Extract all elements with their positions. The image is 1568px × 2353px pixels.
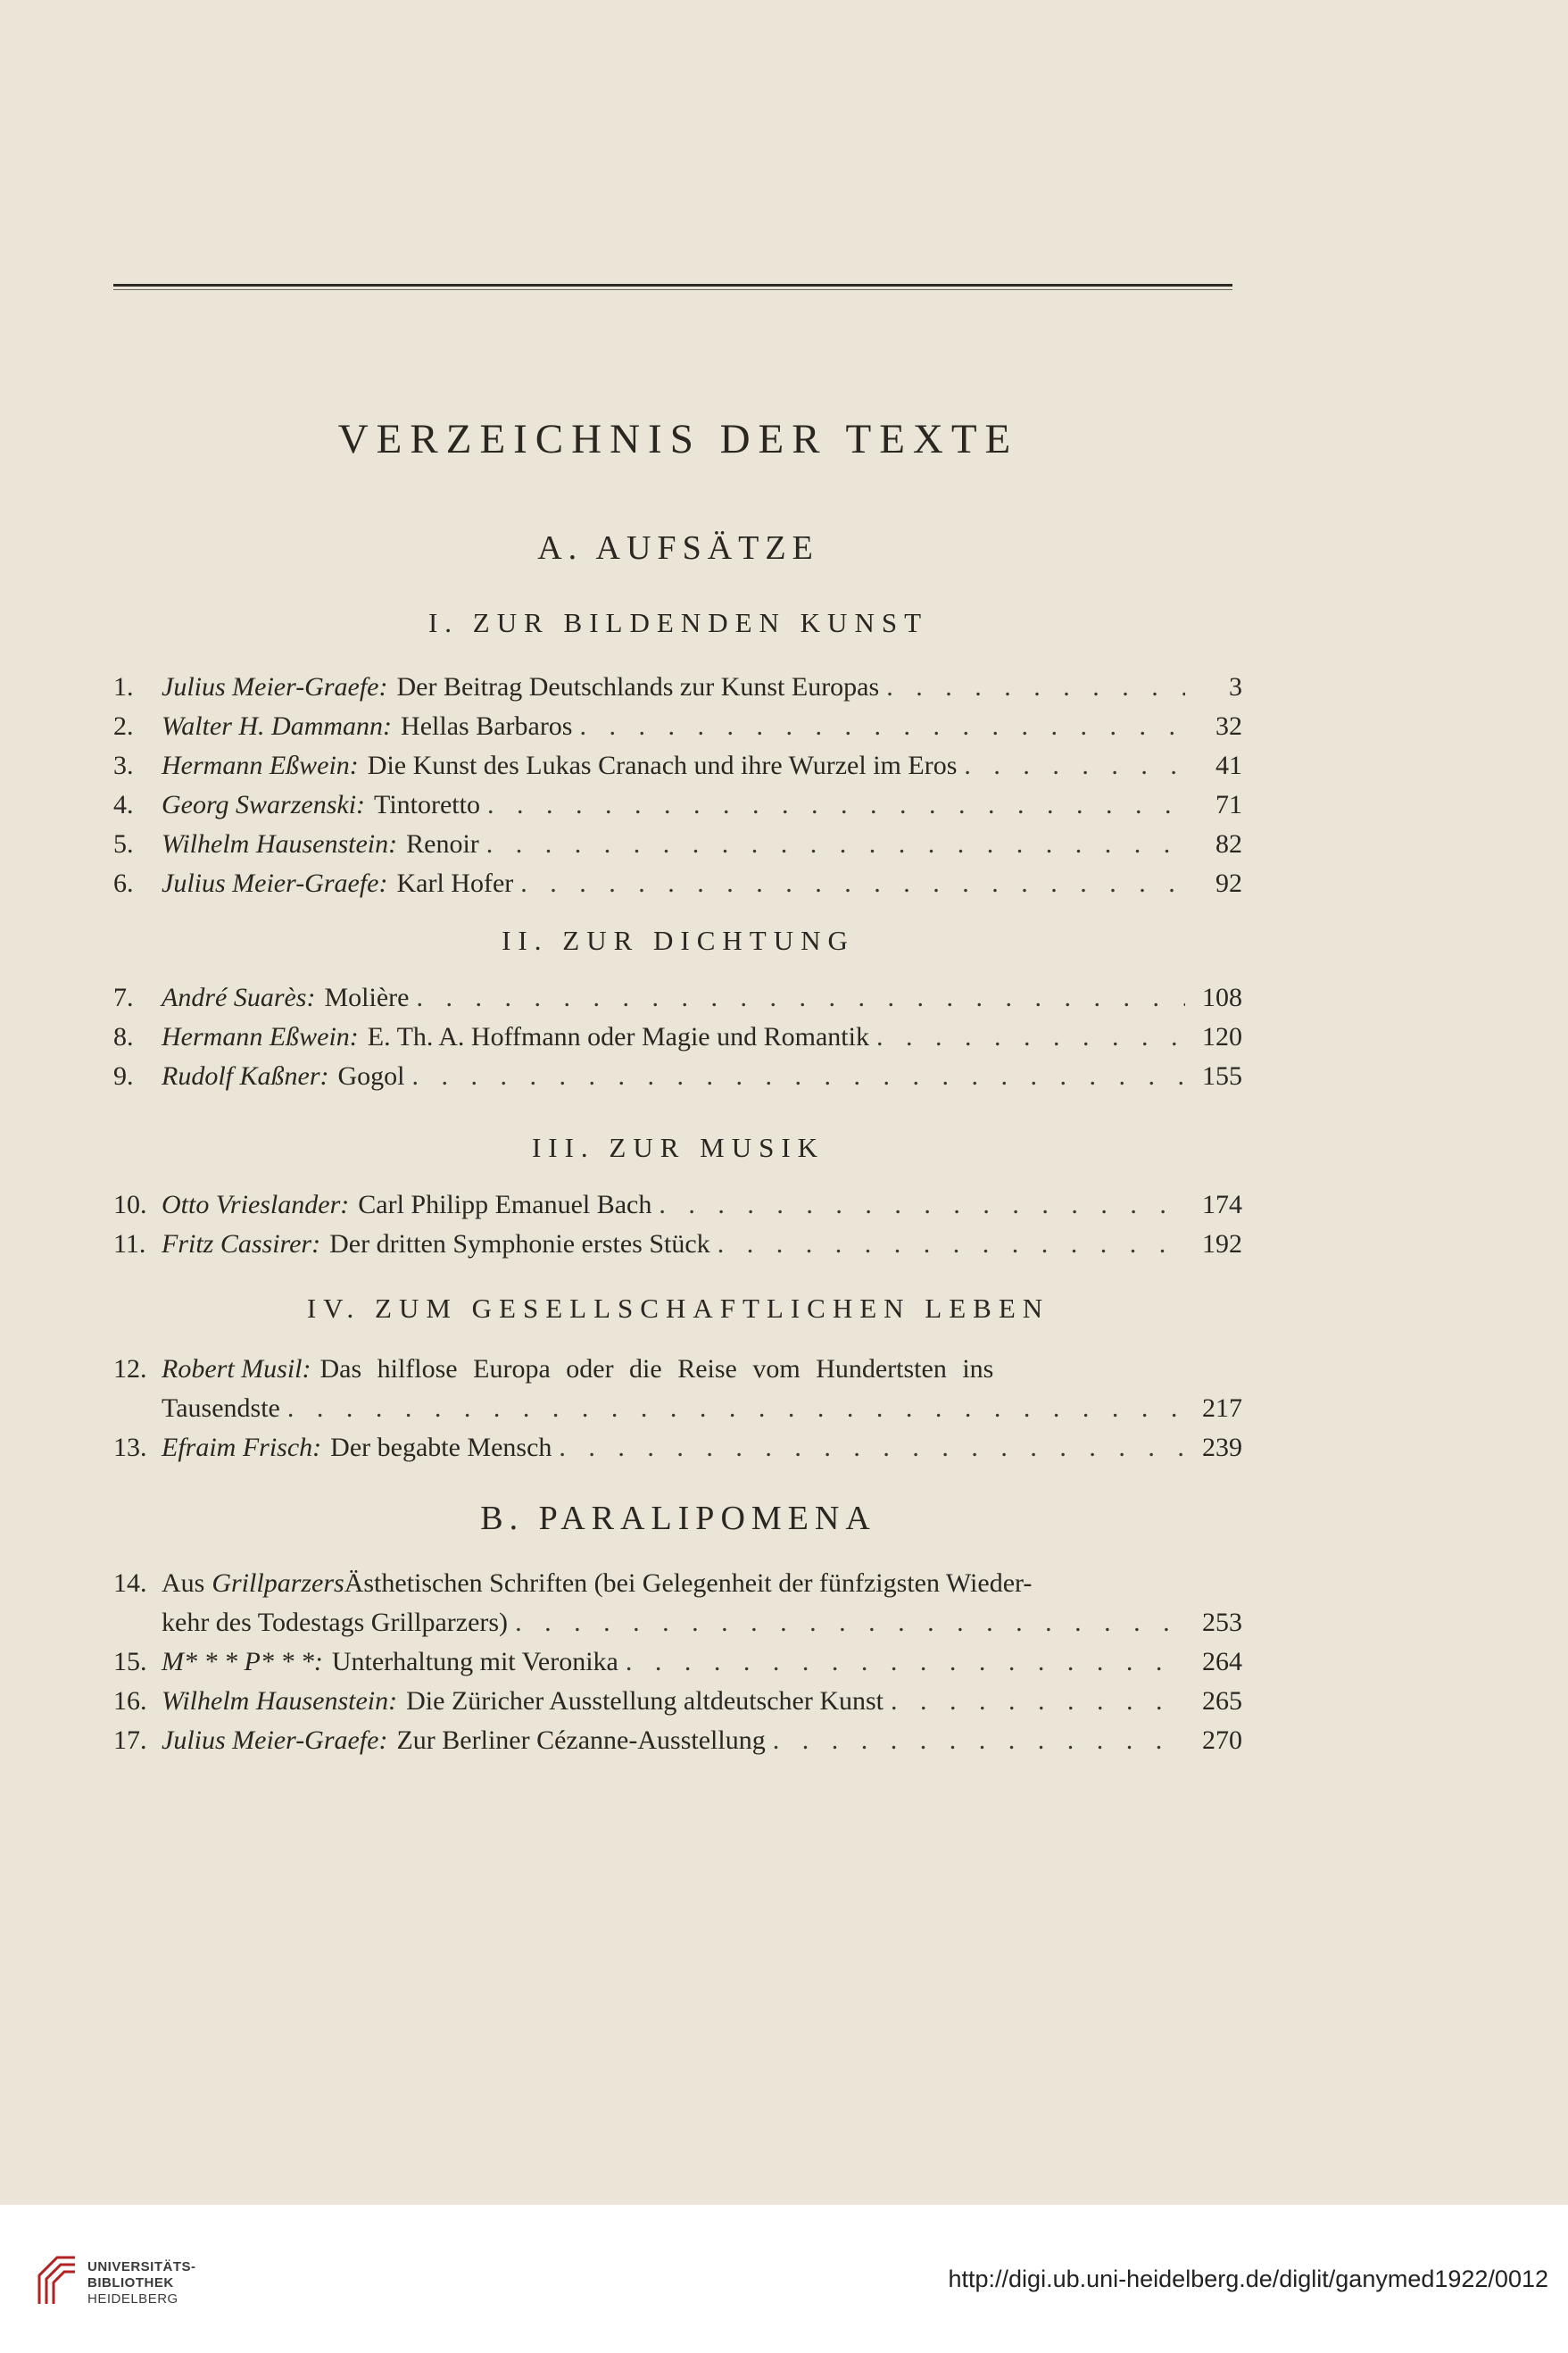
entry-author: Hermann Eßwein: (162, 1022, 359, 1052)
entry-number: 17. (113, 1725, 147, 1755)
entry-title: Ästhetischen Schriften (bei Gelegenheit der fünfzigsten Wieder- (344, 1568, 1033, 1598)
entry-page: 32 (1215, 711, 1242, 741)
toc-entry (113, 1564, 1242, 1642)
entry-page: 264 (1202, 1647, 1242, 1676)
entry-number: 3. (113, 751, 134, 780)
toc-entry (113, 825, 1242, 864)
leader-dots (876, 1018, 1185, 1057)
entry-author: Efraim Frisch: (162, 1433, 322, 1462)
entry-page: 41 (1215, 751, 1242, 780)
entry-page: 71 (1215, 790, 1242, 819)
section-heading-aufsaetze: A. AUFSÄTZE (537, 529, 819, 567)
leader-dots (487, 786, 1185, 825)
entry-page: 192 (1202, 1229, 1242, 1259)
entry-page: 174 (1202, 1190, 1242, 1219)
entry-title: Renoir (406, 829, 479, 859)
entry-number: 2. (113, 711, 134, 741)
entry-page: 217 (1202, 1393, 1242, 1423)
entry-number: 10. (113, 1190, 147, 1219)
entry-title: Tintoretto (374, 790, 480, 819)
toc-entry (113, 1642, 1242, 1682)
entry-author: Fritz Cassirer: (162, 1229, 321, 1259)
section-heading-paralipomena: B. PARALIPOMENA (480, 1500, 876, 1537)
entry-prefix: Aus (162, 1568, 205, 1598)
toc-entry (113, 1682, 1242, 1721)
entry-page: 120 (1202, 1022, 1242, 1052)
library-name-line1: UNIVERSITÄTS- (87, 2259, 196, 2274)
entry-author: Wilhelm Hausenstein: (162, 829, 398, 859)
entry-author: M* * * P* * *: (162, 1647, 323, 1676)
entry-author: Julius Meier-Graefe: (162, 869, 388, 898)
entry-page: 82 (1215, 829, 1242, 859)
library-logo-icon (36, 2252, 77, 2307)
entry-author: André Suarès: (162, 983, 316, 1012)
entry-page: 108 (1202, 983, 1242, 1012)
toc-entry (113, 1057, 1242, 1096)
entry-title: Zur Berliner Cézanne-Ausstellung (396, 1725, 766, 1755)
leader-dots (520, 864, 1185, 903)
entry-number: 4. (113, 790, 134, 819)
leader-dots (891, 1682, 1185, 1721)
toc-entry (113, 978, 1242, 1018)
entry-number: 14. (113, 1568, 147, 1598)
entry-number: 6. (113, 869, 134, 898)
entry-title: E. Th. A. Hoffmann oder Magie und Romantik (367, 1022, 869, 1052)
top-rule (113, 284, 1232, 287)
entry-number: 13. (113, 1433, 147, 1462)
library-name-line2: BIBLIOTHEK (87, 2275, 174, 2291)
entry-page: 155 (1202, 1061, 1242, 1091)
entry-title: Karl Hofer (396, 869, 514, 898)
entry-title-continued: kehr des Todestags Grillparzers) (162, 1608, 509, 1637)
entry-title: Unterhaltung mit Veronika (331, 1647, 618, 1676)
entry-author: Wilhelm Hausenstein: (162, 1686, 398, 1716)
entry-number: 1. (113, 672, 134, 702)
toc-entry (113, 746, 1242, 786)
entry-title: Hellas Barbaros (401, 711, 573, 741)
entry-author: Rudolf Kaßner: (162, 1061, 329, 1091)
leader-dots (412, 1057, 1186, 1096)
entry-page: 270 (1202, 1725, 1242, 1755)
entry-title: Gogol (337, 1061, 405, 1091)
leader-dots (964, 746, 1185, 786)
subsection-heading-bildende-kunst: I. ZUR BILDENDEN KUNST (427, 607, 929, 638)
leader-dots (559, 1428, 1185, 1468)
entry-author: Hermann Eßwein: (162, 751, 359, 780)
toc-entry (113, 864, 1242, 903)
entry-number: 16. (113, 1686, 147, 1716)
toc-entry (113, 786, 1242, 825)
entry-title-continued: Tausendste (162, 1393, 280, 1423)
leader-dots (659, 1185, 1185, 1225)
top-rule-thin (113, 289, 1232, 290)
entry-number: 12. (113, 1354, 147, 1384)
entry-number: 7. (113, 983, 134, 1012)
entry-author: Otto Vrieslander: (162, 1190, 350, 1219)
entry-number: 5. (113, 829, 134, 859)
entry-page: 253 (1202, 1608, 1242, 1637)
toc-entry (113, 1225, 1242, 1264)
entry-author: Julius Meier-Graefe: (162, 1725, 388, 1755)
entry-title: Molière (324, 983, 410, 1012)
entry-author: Robert Musil: (162, 1354, 311, 1384)
toc-entry (113, 707, 1242, 746)
entry-number: 15. (113, 1647, 147, 1676)
entry-title: Die Kunst des Lukas Cranach und ihre Wurzel im Eros (367, 751, 958, 780)
entry-page: 265 (1202, 1686, 1242, 1716)
entry-author: Julius Meier-Graefe: (162, 672, 388, 702)
toc-entry (113, 1428, 1242, 1468)
subsection-heading-dichtung: II. ZUR DICHTUNG (502, 925, 855, 956)
leader-dots (773, 1721, 1185, 1760)
leader-dots (416, 978, 1185, 1018)
library-name (87, 2259, 196, 2307)
library-name-line3: HEIDELBERG (87, 2291, 178, 2307)
entry-page: 92 (1215, 869, 1242, 898)
entry-title: Der begabte Mensch (330, 1433, 552, 1462)
leader-dots (886, 668, 1185, 707)
entry-title: Der Beitrag Deutschlands zur Kunst Europas (396, 672, 880, 702)
entry-number: 8. (113, 1022, 134, 1052)
entry-author: Georg Swarzenski: (162, 790, 366, 819)
toc-entry (113, 1018, 1242, 1057)
leader-dots (626, 1642, 1185, 1682)
source-url-link[interactable]: http://digi.ub.uni-heidelberg.de/diglit/ganymed1922/0012 (948, 2266, 1548, 2292)
leader-dots (515, 1603, 1185, 1642)
entry-title: Die Züricher Ausstellung altdeutscher Kunst (406, 1686, 884, 1716)
toc-entry (113, 1721, 1242, 1760)
leader-dots (718, 1225, 1185, 1264)
leader-dots (579, 707, 1185, 746)
entry-title: Das hilflose Europa oder die Reise vom Hundertsten ins (319, 1354, 994, 1384)
toc-entry (113, 1185, 1242, 1225)
entry-page: 3 (1229, 672, 1242, 702)
toc-entry (113, 1350, 1242, 1428)
entry-page: 239 (1202, 1433, 1242, 1462)
entry-title: Carl Philipp Emanuel Bach (358, 1190, 652, 1219)
page-title: VERZEICHNIS DER TEXTE (337, 416, 1019, 462)
leader-dots (287, 1389, 1185, 1428)
entry-number: 11. (113, 1229, 146, 1259)
toc-entry (113, 668, 1242, 707)
subsection-heading-gesellschaftliches-leben: IV. ZUM GESELLSCHAFTLICHEN LEBEN (306, 1293, 1050, 1324)
leader-dots (486, 825, 1185, 864)
entry-author: Walter H. Dammann: (162, 711, 393, 741)
entry-title: Der dritten Symphonie erstes Stück (329, 1229, 710, 1259)
entry-number: 9. (113, 1061, 134, 1091)
subsection-heading-musik: III. ZUR MUSIK (531, 1132, 825, 1163)
entry-author: Grillparzers (212, 1568, 344, 1598)
